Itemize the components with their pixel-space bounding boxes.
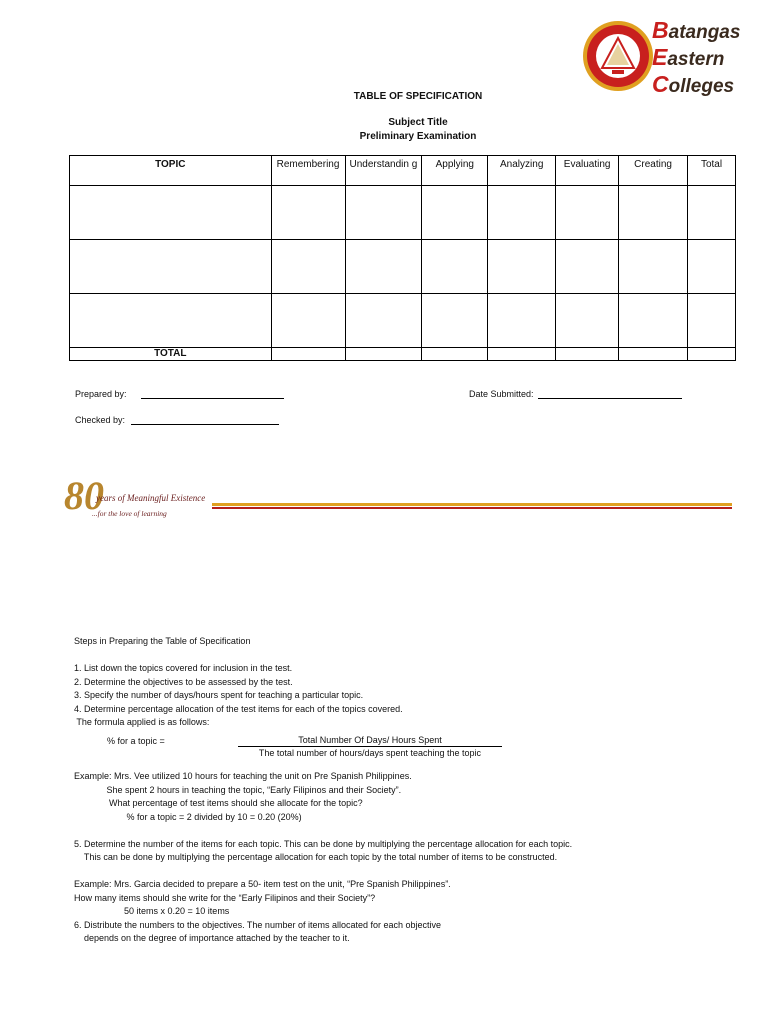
table-cell[interactable]: [345, 240, 422, 294]
document-title: TABLE OF SPECIFICATION: [353, 91, 483, 102]
column-header: Creating: [619, 156, 688, 186]
formula-numerator: Total Number Of Days/ Hours Spent: [238, 735, 502, 747]
column-header: Evaluating: [556, 156, 619, 186]
column-header: Analyzing: [488, 156, 556, 186]
table-cell[interactable]: [422, 294, 488, 348]
specification-table: [69, 155, 736, 361]
anniversary-number: 80: [64, 473, 104, 518]
step-4: 4. Determine percentage allocation of the test items for each of the topics covered.: [74, 703, 403, 714]
step-6: 6. Distribute the numbers to the objectives. The number of items allocated for each objective: [74, 919, 442, 930]
table-cell[interactable]: [688, 294, 736, 348]
formula-denominator: The total number of hours/days spent teaching the topic: [258, 747, 482, 758]
column-header: Total: [688, 156, 736, 186]
anniversary-text: years of Meaningful Existence: [96, 493, 206, 503]
table-total-row: [70, 348, 736, 361]
anniversary-tagline: ...for the love of learning: [92, 509, 167, 518]
table-cell[interactable]: [488, 186, 556, 240]
column-header: Understandin g: [345, 156, 422, 186]
steps-section: [74, 635, 754, 946]
prepared-by-line[interactable]: [141, 388, 284, 399]
table-cell[interactable]: [422, 240, 488, 294]
step-1: 1. List down the topics covered for inclusion in the test.: [74, 663, 293, 673]
total-label: TOTAL: [70, 348, 272, 361]
date-submitted-field: [469, 388, 682, 399]
table-cell[interactable]: [488, 294, 556, 348]
table-cell[interactable]: [619, 348, 688, 361]
formula: [74, 730, 754, 757]
table-cell[interactable]: [271, 240, 345, 294]
college-name: Batangas Eastern Colleges: [652, 17, 741, 97]
prepared-by-label: Prepared by:: [75, 389, 127, 399]
table-cell[interactable]: [556, 240, 619, 294]
table-cell[interactable]: [70, 240, 272, 294]
table-cell[interactable]: [556, 348, 619, 361]
table-row: [70, 294, 736, 348]
date-submitted-label: Date Submitted:: [469, 389, 534, 399]
banner-gold-stripe: [212, 503, 732, 506]
table-cell[interactable]: [271, 186, 345, 240]
example-2-line: 50 items x 0.20 = 10 items: [74, 906, 230, 916]
step-2: 2. Determine the objectives to be assessed by the test.: [74, 676, 293, 687]
table-cell[interactable]: [70, 294, 272, 348]
subject-title: Subject Title: [388, 117, 448, 128]
example-2-line: How many items should she write for the “Early Filipinos and their Society”?: [74, 892, 376, 903]
anniversary-banner: [62, 474, 732, 524]
college-seal-icon: [582, 20, 654, 92]
column-header: TOPIC: [70, 156, 272, 186]
column-header: Remembering: [271, 156, 345, 186]
steps-heading: Steps in Preparing the Table of Specification: [74, 636, 251, 646]
table-cell[interactable]: [688, 240, 736, 294]
exam-title: Preliminary Examination: [359, 131, 477, 142]
table-cell[interactable]: [488, 348, 556, 361]
prepared-by-field: [75, 388, 284, 399]
table-header-row: [70, 156, 736, 186]
column-header: Applying: [422, 156, 488, 186]
step-5-detail: This can be done by multiplying the percentage allocation for each topic by the total number of items to be constructed.: [74, 852, 558, 862]
college-logo: [582, 16, 744, 100]
table-cell[interactable]: [271, 348, 345, 361]
checked-by-line[interactable]: [131, 414, 279, 425]
table-cell[interactable]: [688, 348, 736, 361]
table-cell[interactable]: [345, 294, 422, 348]
checked-by-label: Checked by:: [75, 415, 126, 425]
date-submitted-line[interactable]: [538, 388, 682, 399]
formula-label: % for a topic =: [107, 735, 165, 746]
table-cell[interactable]: [422, 348, 488, 361]
step-3: 3. Specify the number of days/hours spent for teaching a particular topic.: [74, 690, 364, 700]
example-2-line: Example: Mrs. Garcia decided to prepare a 50- item test on the unit, “Pre Spanish Philippines”.: [74, 879, 451, 889]
table-row: [70, 186, 736, 240]
table-cell[interactable]: [70, 186, 272, 240]
table-cell[interactable]: [688, 186, 736, 240]
table-cell[interactable]: [488, 240, 556, 294]
table-cell[interactable]: [619, 294, 688, 348]
example-1-line: She spent 2 hours in teaching the topic, “Early Filipinos and their Society”.: [74, 784, 402, 795]
table-cell[interactable]: [345, 186, 422, 240]
step-6-detail: depends on the degree of importance attached by the teacher to it.: [74, 933, 350, 943]
table-row: [70, 240, 736, 294]
example-1-line: % for a topic = 2 divided by 10 = 0.20 (20%): [74, 811, 302, 822]
checked-by-field: [75, 414, 279, 425]
example-1-line: What percentage of test items should she allocate for the topic?: [74, 798, 363, 808]
step-4-formula-intro: The formula applied is as follows:: [74, 717, 210, 727]
table-cell[interactable]: [619, 186, 688, 240]
table-cell[interactable]: [619, 240, 688, 294]
step-5: 5. Determine the number of the items for each topic. This can be done by multiplying the percentage allocation for each topic.: [74, 838, 573, 849]
banner-red-stripe: [212, 507, 732, 509]
table-cell[interactable]: [556, 294, 619, 348]
example-1-line: Example: Mrs. Vee utilized 10 hours for teaching the unit on Pre Spanish Philippines.: [74, 771, 412, 781]
table-cell[interactable]: [422, 186, 488, 240]
table-cell[interactable]: [556, 186, 619, 240]
table-cell[interactable]: [345, 348, 422, 361]
table-cell[interactable]: [271, 294, 345, 348]
